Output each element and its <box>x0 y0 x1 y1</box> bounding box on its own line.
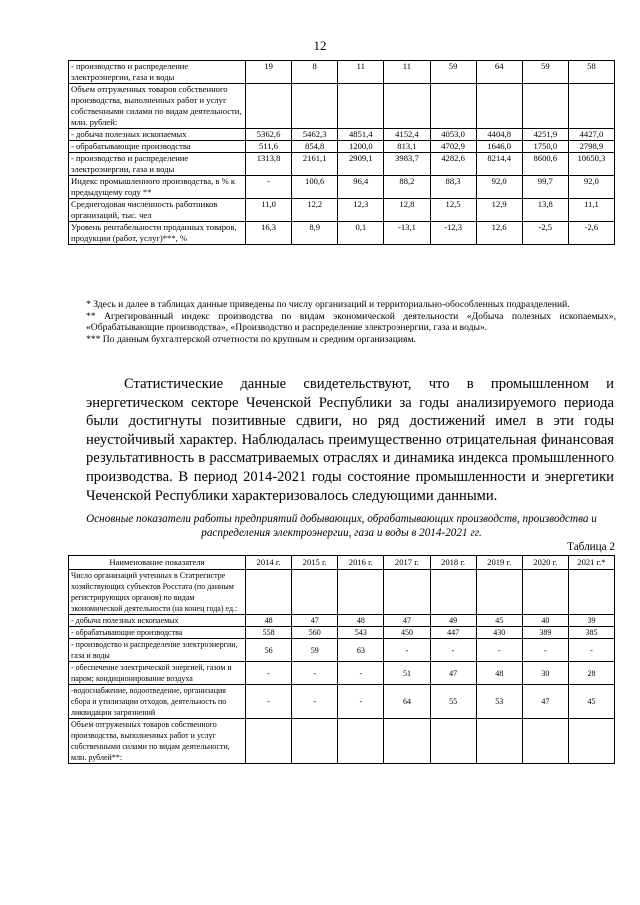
table-row <box>69 176 615 199</box>
column-header: 2014 г. <box>246 556 292 570</box>
table-cell: 48 <box>338 615 384 627</box>
table-cell <box>384 84 430 129</box>
table-cell <box>568 570 614 615</box>
table-cell: 560 <box>292 627 338 639</box>
column-header: Наименование показателя <box>69 556 246 570</box>
column-header: 2020 г. <box>522 556 568 570</box>
table-cell: -2,6 <box>568 222 614 245</box>
table-cell <box>384 719 430 764</box>
table-cell: 4427,0 <box>568 129 614 141</box>
table-cell <box>292 570 338 615</box>
table-cell: 56 <box>246 639 292 662</box>
table-cell: 1750,0 <box>522 141 568 153</box>
table-cell: 511,6 <box>246 141 292 153</box>
table-cell <box>522 570 568 615</box>
table-cell <box>246 570 292 615</box>
row-label: - обеспечение электрической энергией, газом и паром; кондиционирование воздуха <box>69 662 246 685</box>
column-header: 2016 г. <box>338 556 384 570</box>
table-cell: 3983,7 <box>384 153 430 176</box>
table-cell <box>338 570 384 615</box>
table-cell: 55 <box>430 685 476 719</box>
table-cell <box>384 570 430 615</box>
table-cell: 5362,6 <box>246 129 292 141</box>
table-cell: -13,1 <box>384 222 430 245</box>
table-cell: 30 <box>522 662 568 685</box>
table-cell: 99,7 <box>522 176 568 199</box>
table-cell <box>476 84 522 129</box>
table-cell: - <box>246 685 292 719</box>
table-cell: 47 <box>430 662 476 685</box>
table-cell: 4851,4 <box>338 129 384 141</box>
table-2-number: Таблица 2 <box>567 541 615 553</box>
table-cell: 11 <box>384 61 430 84</box>
table-cell: 8214,4 <box>476 153 522 176</box>
table-cell: 16,3 <box>246 222 292 245</box>
table-cell: 854,8 <box>292 141 338 153</box>
table-cell: 4282,6 <box>430 153 476 176</box>
table-cell: 92,0 <box>568 176 614 199</box>
table-cell: 558 <box>246 627 292 639</box>
table-cell: - <box>384 639 430 662</box>
table-cell: 543 <box>338 627 384 639</box>
table-cell: 64 <box>476 61 522 84</box>
table-cell: 10650,3 <box>568 153 614 176</box>
table-cell: -12,3 <box>430 222 476 245</box>
table-cell <box>430 570 476 615</box>
table-row <box>69 222 615 245</box>
row-label: - производство и распределение электроэнергии, газа и воды <box>69 153 246 176</box>
table-cell: 47 <box>384 615 430 627</box>
table-row <box>69 570 615 615</box>
table-cell: 1200,0 <box>338 141 384 153</box>
table-cell <box>568 719 614 764</box>
table-cell: 2909,1 <box>338 153 384 176</box>
row-label: - обрабатывающие производства <box>69 141 246 153</box>
row-label: - производство и распределение электроэнергии, газа и воды <box>69 639 246 662</box>
table-cell: 12,8 <box>384 199 430 222</box>
table-cell: 12,9 <box>476 199 522 222</box>
table-row <box>69 662 615 685</box>
table-row <box>69 84 615 129</box>
table-cell: 63 <box>338 639 384 662</box>
table-cell <box>246 719 292 764</box>
column-header: 2021 г.* <box>568 556 614 570</box>
table-cell <box>522 84 568 129</box>
row-label: Уровень рентабельности проданных товаров, продукции (работ, услуг)***, % <box>69 222 246 245</box>
table-cell: - <box>430 639 476 662</box>
table-cell: - <box>522 639 568 662</box>
table-cell: 4152,4 <box>384 129 430 141</box>
table-cell: 28 <box>568 662 614 685</box>
row-label: Индекс промышленного производства, в % к предыдущему году ** <box>69 176 246 199</box>
column-header: 2017 г. <box>384 556 430 570</box>
footnote-1: * Здесь и далее в таблицах данные приведены по числу организаций и территориально-обособленных подразделений. <box>86 299 570 310</box>
table-cell: 11 <box>338 61 384 84</box>
table-cell: 19 <box>246 61 292 84</box>
table-2 <box>68 555 615 764</box>
row-label: Объем отгруженных товаров собственного производства, выполненных работ и услуг собственными силами по видам деятельности, млн. рублей: <box>69 84 246 129</box>
table-cell: 48 <box>246 615 292 627</box>
row-label: - добыча полезных ископаемых <box>69 615 246 627</box>
table-cell <box>338 84 384 129</box>
table-cell: 385 <box>568 627 614 639</box>
table-cell <box>292 84 338 129</box>
row-label: Число организаций учтенных в Статрегистре хозяйствующих субъектов Росстата (по данным регистрирующих органов) по видам экономической деятельности (на конец года) ед.: <box>69 570 246 615</box>
column-header: 2019 г. <box>476 556 522 570</box>
table-cell: 40 <box>522 615 568 627</box>
table-cell: 12,2 <box>292 199 338 222</box>
table-cell: 4251,9 <box>522 129 568 141</box>
table-cell: 13,8 <box>522 199 568 222</box>
row-label: Среднегодовая численность работников организаций, тыс. чел <box>69 199 246 222</box>
row-label: -водоснабжение, водоотведение, организация сбора и утилизации отходов, деятельность по ликвидации загрязнений <box>69 685 246 719</box>
table-2-caption: Основные показатели работы предприятий добывающих, обрабатывающих производств, производства и распределения электроэнергии, газа и воды в 2014-2021 гг. <box>86 513 597 539</box>
table-row <box>69 199 615 222</box>
table-cell: 5462,3 <box>292 129 338 141</box>
table-row <box>69 685 615 719</box>
table-cell: - <box>476 639 522 662</box>
table-cell: 59 <box>430 61 476 84</box>
body-paragraph <box>86 375 614 505</box>
table-row <box>69 129 615 141</box>
table-cell: 11,1 <box>568 199 614 222</box>
table-row <box>69 153 615 176</box>
table-row <box>69 639 615 662</box>
column-header: 2015 г. <box>292 556 338 570</box>
table-cell <box>476 719 522 764</box>
table-footnotes <box>86 299 616 345</box>
table-cell: 8600,6 <box>522 153 568 176</box>
table-cell: 2798,9 <box>568 141 614 153</box>
table-cell: 450 <box>384 627 430 639</box>
table-row <box>69 615 615 627</box>
table-cell: - <box>338 685 384 719</box>
table-cell <box>522 719 568 764</box>
table-cell: 4404,8 <box>476 129 522 141</box>
table-cell: 8 <box>292 61 338 84</box>
table-cell: 447 <box>430 627 476 639</box>
table-row <box>69 627 615 639</box>
page-number: 12 <box>313 38 327 53</box>
table-cell: 430 <box>476 627 522 639</box>
table-cell <box>430 719 476 764</box>
table-cell: 53 <box>476 685 522 719</box>
table-cell: 4053,0 <box>430 129 476 141</box>
table-header-row <box>69 556 615 570</box>
table-cell: 59 <box>292 639 338 662</box>
table-cell: 1646,0 <box>476 141 522 153</box>
table-cell: - <box>292 662 338 685</box>
table-cell: 12,3 <box>338 199 384 222</box>
row-label: - добыча полезных ископаемых <box>69 129 246 141</box>
table-cell: - <box>246 176 292 199</box>
table-cell: 49 <box>430 615 476 627</box>
table-cell <box>338 719 384 764</box>
table-1-continuation <box>68 60 615 245</box>
table-cell: - <box>292 685 338 719</box>
row-label: - обрабатывающие производства <box>69 627 246 639</box>
table-cell: 47 <box>522 685 568 719</box>
column-header: 2018 г. <box>430 556 476 570</box>
footnote-2: ** Агрегированный индекс производства по видам экономической деятельности «Добыча полезных ископаемых», «Обрабатывающие производства», «Производство и распределение электроэнергии, газа и воды». <box>86 310 616 333</box>
table-cell: 0,1 <box>338 222 384 245</box>
row-label: - производство и распределение электроэнергии, газа и воды <box>69 61 246 84</box>
footnote-3: *** По данным бухгалтерской отчетности по крупным и средним организациям. <box>86 333 416 345</box>
table-cell: 47 <box>292 615 338 627</box>
table-cell: -2,5 <box>522 222 568 245</box>
table-cell <box>246 84 292 129</box>
body-paragraph-text: Статистические данные свидетельствуют, что в промышленном и энергетическом секторе Чеченской Республики за годы анализируемого периода были достигнуты позитивные сдвиги, но ряд достижений имел в эти годы неустойчивый характер. Наблюдалась преимущественно отрицательная финансовая результативность в рассматриваемых отраслях и динамика индекса промышленного производства. В период 2014-2021 годы состояние промышленности и энергетики Чеченской Республики характеризовалось следующими данными. <box>86 376 614 504</box>
table-cell: 48 <box>476 662 522 685</box>
table-cell: 8,9 <box>292 222 338 245</box>
table-cell <box>292 719 338 764</box>
table-cell: 92,0 <box>476 176 522 199</box>
table-row <box>69 719 615 764</box>
table-cell: 12,6 <box>476 222 522 245</box>
table-row <box>69 141 615 153</box>
table-cell: 64 <box>384 685 430 719</box>
table-cell: 88,3 <box>430 176 476 199</box>
table-cell: 389 <box>522 627 568 639</box>
table-cell: - <box>568 639 614 662</box>
table-cell: 11,0 <box>246 199 292 222</box>
table-cell: 88,2 <box>384 176 430 199</box>
table-cell: 59 <box>522 61 568 84</box>
table-cell: - <box>246 662 292 685</box>
table-cell: 45 <box>476 615 522 627</box>
table-cell <box>430 84 476 129</box>
table-cell <box>476 570 522 615</box>
table-cell: 51 <box>384 662 430 685</box>
table-row <box>69 61 615 84</box>
table-cell: 96,4 <box>338 176 384 199</box>
table-cell: 58 <box>568 61 614 84</box>
table-cell: 39 <box>568 615 614 627</box>
row-label: Объем отгруженных товаров собственного производства, выполненных работ и услуг собственными силами по видам деятельности, млн. рублей**: <box>69 719 246 764</box>
table-cell: - <box>338 662 384 685</box>
table-cell <box>568 84 614 129</box>
table-cell: 4702,9 <box>430 141 476 153</box>
table-cell: 1313,8 <box>246 153 292 176</box>
table-cell: 813,1 <box>384 141 430 153</box>
table-cell: 45 <box>568 685 614 719</box>
table-cell: 100,6 <box>292 176 338 199</box>
table-cell: 12,5 <box>430 199 476 222</box>
table-cell: 2161,1 <box>292 153 338 176</box>
